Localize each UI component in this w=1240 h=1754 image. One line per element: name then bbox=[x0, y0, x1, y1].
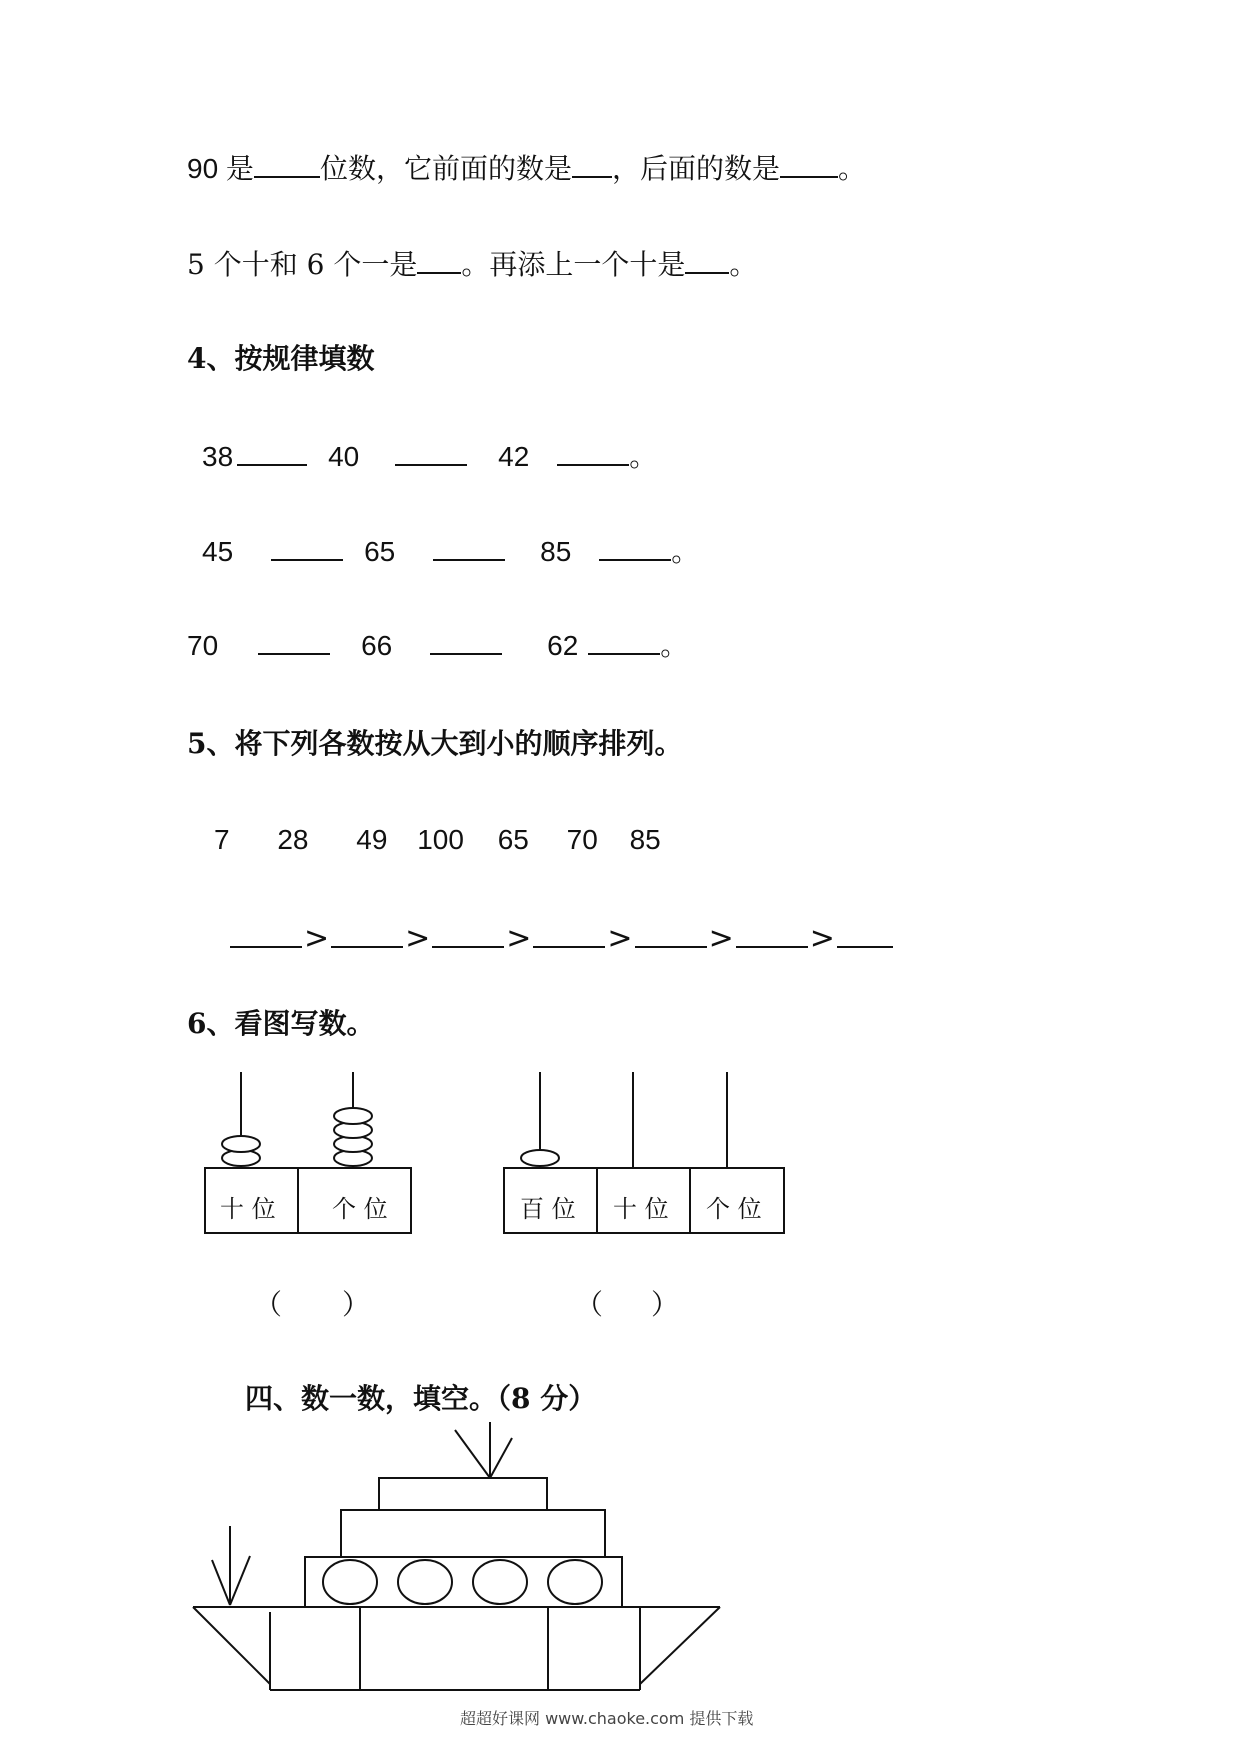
ship-window-deck bbox=[305, 1557, 622, 1607]
answer-paren-1[interactable] bbox=[254, 1288, 370, 1322]
list-number: 7 bbox=[214, 824, 230, 855]
abacus-label: 个 位 bbox=[706, 1195, 762, 1223]
list-number: 49 bbox=[356, 824, 388, 855]
ship-hull-right bbox=[640, 1607, 720, 1684]
abacus-label: 百 位 bbox=[520, 1195, 576, 1223]
greater-than-sign: > bbox=[506, 921, 532, 956]
abacus-label: 个 位 bbox=[332, 1195, 388, 1223]
arrow-head bbox=[455, 1430, 490, 1478]
ship-top-tier bbox=[379, 1478, 547, 1510]
list-number: 85 bbox=[629, 824, 661, 855]
abacus-bead bbox=[334, 1108, 372, 1124]
seq-number: 66 bbox=[361, 630, 393, 661]
ship-middle-tier bbox=[341, 1510, 605, 1557]
ship-window bbox=[323, 1560, 377, 1604]
greater-than-sign: > bbox=[809, 921, 835, 956]
text-period: 。 bbox=[629, 440, 658, 473]
list-number: 100 bbox=[417, 824, 464, 855]
list-number: 65 bbox=[497, 824, 529, 855]
seq-number: 45 bbox=[202, 536, 234, 567]
section-4-title: 4、按规律填数 bbox=[187, 342, 375, 375]
text-period: 。 bbox=[837, 152, 866, 185]
arrow-head bbox=[230, 1556, 250, 1605]
text-next: ，后面的数是 bbox=[611, 152, 780, 185]
paren-close: ） bbox=[651, 1288, 680, 1321]
text-add-ten: 。再添上一个十是 bbox=[461, 248, 686, 281]
section-6-title: 6、看图写数。 bbox=[187, 1007, 375, 1040]
arrow-head bbox=[490, 1438, 512, 1478]
abacus-bead bbox=[222, 1136, 260, 1152]
ship-window bbox=[548, 1560, 602, 1604]
text-tens-ones: 5 个十和 6 个一是 bbox=[187, 248, 418, 281]
section-four-title: 四、数一数，填空。（8 分） bbox=[245, 1382, 597, 1415]
list-number: 28 bbox=[277, 824, 309, 855]
answer-paren-2[interactable] bbox=[575, 1288, 679, 1322]
seq-number: 85 bbox=[540, 536, 572, 567]
section-5-title: 5、将下列各数按从大到小的顺序排列。 bbox=[187, 727, 683, 760]
text-period: 。 bbox=[671, 535, 700, 568]
ship-window bbox=[398, 1560, 452, 1604]
text-prev: 位数，它前面的数是 bbox=[319, 152, 572, 185]
seq-number: 62 bbox=[547, 630, 579, 661]
page-footer: 超超好课网 www.chaoke.com 提供下载 bbox=[460, 1709, 754, 1728]
list-number: 70 bbox=[566, 824, 598, 855]
greater-than-sign: > bbox=[607, 921, 633, 956]
greater-than-sign: > bbox=[708, 921, 734, 956]
greater-than-sign: > bbox=[405, 921, 431, 956]
arrow-head bbox=[212, 1560, 230, 1605]
seq-number: 42 bbox=[498, 441, 530, 472]
ship-window bbox=[473, 1560, 527, 1604]
seq-number: 38 bbox=[202, 441, 234, 472]
ship-hull-left bbox=[193, 1607, 270, 1684]
text-period: 。 bbox=[729, 248, 758, 281]
abacus-bead bbox=[521, 1150, 559, 1166]
seq-number: 40 bbox=[328, 441, 360, 472]
ship-figure bbox=[193, 1422, 720, 1690]
seq-number: 70 bbox=[187, 630, 219, 661]
abacus-label: 十 位 bbox=[613, 1195, 669, 1223]
seq-number: 65 bbox=[364, 536, 396, 567]
paren-open: （ bbox=[575, 1288, 604, 1321]
text-period: 。 bbox=[660, 629, 689, 662]
paren-open: （ bbox=[254, 1288, 283, 1321]
greater-than-sign: > bbox=[304, 921, 330, 956]
abacus-label: 十 位 bbox=[220, 1195, 276, 1223]
paren-close: ） bbox=[342, 1288, 371, 1321]
text-90: 90 是 bbox=[187, 153, 254, 184]
